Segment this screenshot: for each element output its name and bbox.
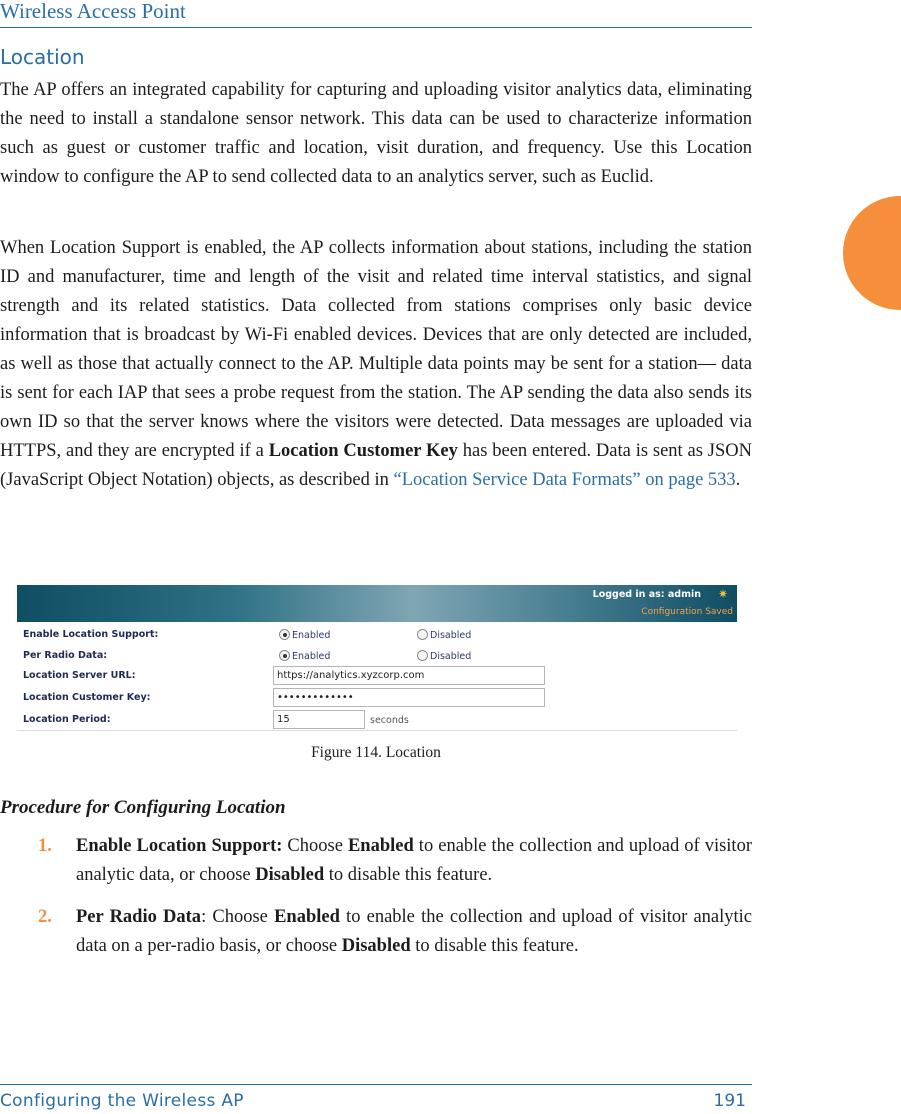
step-term: Enable Location Support: (76, 836, 283, 856)
paragraph-text: has been entered. Data is sent as JSON (JavaScript Object Notation) objects, as described in (0, 441, 752, 490)
support-enabled-radio[interactable] (279, 629, 290, 640)
field-label: Per Radio Data: (23, 650, 108, 661)
configuration-saved-status: Configuration Saved (641, 607, 733, 617)
location-support-paragraph (0, 234, 752, 495)
radio-label: Disabled (430, 630, 472, 641)
step-text-part: to disable this feature. (410, 936, 579, 956)
option-name: Enabled (274, 907, 340, 927)
step-text-part: to enable the collection and upload of visitor analytic data on a per-radio basis, or choose (76, 907, 753, 956)
step-text-part: to enable the collection and upload of visitor analytic data, or choose (76, 836, 752, 885)
location-period-row (17, 710, 737, 730)
location-settings-screenshot (17, 585, 737, 731)
field-label: Location Customer Key: (23, 692, 151, 703)
gear-icon[interactable]: ✷ (717, 587, 728, 601)
footer-chapter-title: Configuring the Wireless AP (0, 1091, 244, 1111)
radio-label: Enabled (292, 630, 331, 641)
cross-reference-link[interactable]: “Location Service Data Formats” on page 533 (393, 470, 736, 490)
step-text (76, 903, 752, 961)
figure-caption: Figure 114. Location (311, 744, 441, 761)
enable-location-support-row (17, 625, 737, 645)
screenshot-header-bar (17, 585, 737, 622)
intro-paragraph: The AP offers an integrated capability for capturing and uploading visitor analytics data, eliminating the need to install a standalone sensor network. This data can be used to characterize information such as guest or customer traffic and location, visit duration, and frequency. Use this Location window to configure the AP to send collected data to an analytics server, such as Euclid. (0, 80, 752, 187)
running-header (0, 0, 752, 28)
page-number: 191 (713, 1091, 746, 1111)
step-number: 2. (38, 907, 52, 927)
per-radio-disabled-radio[interactable] (417, 650, 428, 661)
field-label: Location Period: (23, 714, 111, 725)
radio-label: Disabled (430, 651, 472, 662)
location-customer-key-row (17, 688, 737, 708)
option-name: Enabled (347, 836, 414, 856)
location-customer-key-input[interactable]: ••••••••••••• (273, 688, 545, 707)
logged-in-status: Logged in as: admin (592, 589, 701, 600)
paragraph-text: . (735, 470, 741, 490)
section-title: Location (0, 45, 85, 69)
step-text-part: Choose (282, 836, 348, 856)
field-label: Location Server URL: (23, 670, 136, 681)
location-period-input[interactable]: 15 (273, 710, 365, 729)
option-name: Disabled (341, 936, 411, 956)
radio-label: Enabled (292, 651, 331, 662)
step-number: 1. (38, 836, 52, 856)
option-name: Disabled (255, 865, 325, 885)
location-customer-key-term: Location Customer Key (268, 441, 458, 461)
location-server-url-row (17, 666, 737, 686)
per-radio-enabled-radio[interactable] (279, 650, 290, 661)
support-disabled-radio[interactable] (417, 629, 428, 640)
running-footer (0, 1084, 752, 1114)
paragraph-text: When Location Support is enabled, the AP collects information about stations, including the station ID and manufacturer, time and length of the visit and related time interval statistics, and signal strength and its related statistics. Data collected from stations comprises only basic device information that is broadcast by Wi-Fi enabled devices. Devices that are only detected are included, as well as those that actually connect to the AP. Multiple data points may be sent for a station— data is sent for each IAP that sees a probe request from the station. The AP sending the data also sends its own ID so that the server knows where the visitors were detected. Data messages are uploaded via HTTPS, and they are encrypted if a (0, 238, 752, 461)
period-units: seconds (370, 715, 409, 726)
step-text (76, 832, 752, 890)
header-title: Wireless Access Point (0, 0, 186, 23)
step-text-part: : Choose (201, 907, 275, 927)
step-term: Per Radio Data (76, 907, 202, 927)
field-label: Enable Location Support: (23, 629, 159, 640)
location-server-url-input[interactable]: https://analytics.xyzcorp.com (273, 666, 545, 685)
procedure-title: Procedure for Configuring Location (0, 797, 286, 818)
per-radio-data-row (17, 646, 737, 666)
step-text-part: to disable this feature. (324, 865, 493, 885)
chapter-tab-marker (843, 196, 901, 310)
